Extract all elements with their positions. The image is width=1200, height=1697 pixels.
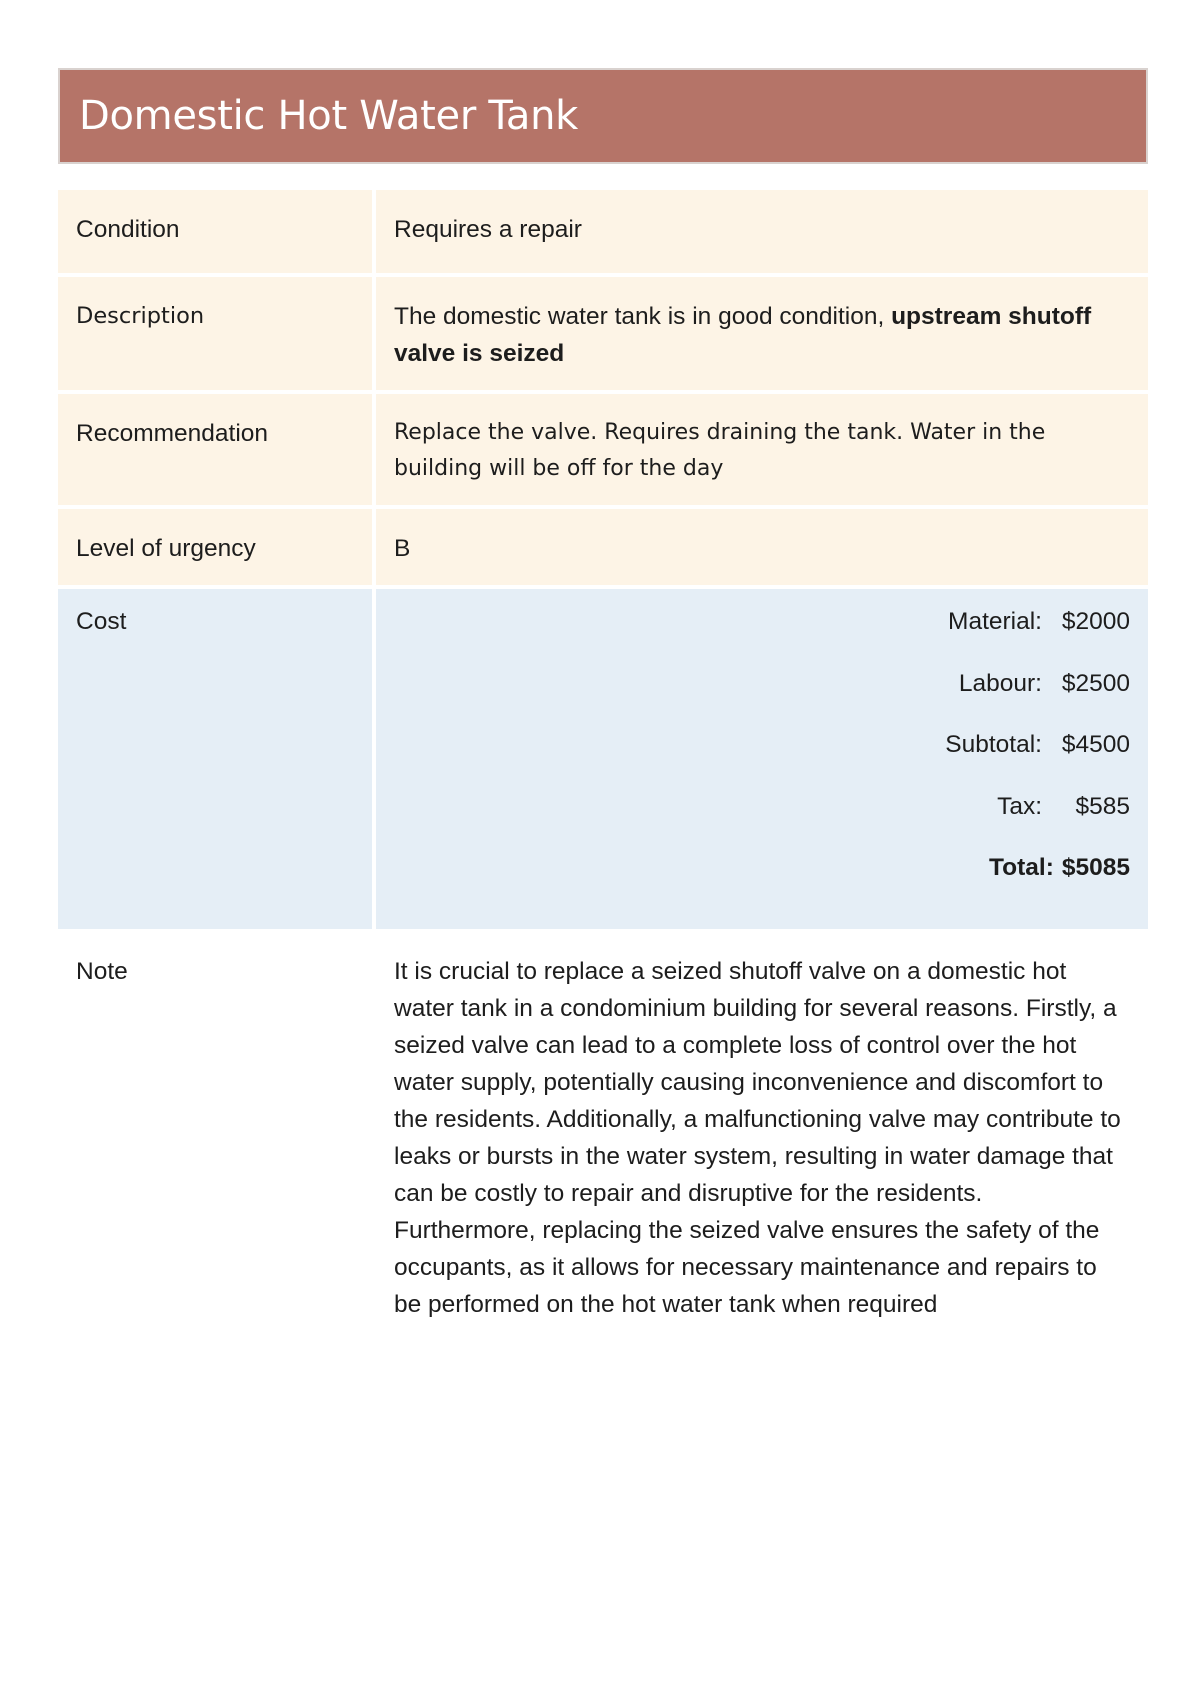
cost-line-label: Subtotal: bbox=[945, 731, 1042, 758]
cost-line-material bbox=[394, 603, 1130, 665]
page-title: Domestic Hot Water Tank bbox=[79, 93, 579, 139]
cost-line-amount: $4500 bbox=[1061, 731, 1130, 758]
cost-line-label: Tax: bbox=[997, 792, 1042, 820]
cost-line-subtotal bbox=[394, 726, 1130, 788]
description-highlight: upstream shutoff valve is seized bbox=[394, 303, 1092, 367]
urgency-value: B bbox=[376, 509, 1148, 589]
table-row-cost bbox=[58, 589, 1148, 933]
cost-line-tax bbox=[394, 788, 1130, 850]
table-row-note bbox=[58, 933, 1148, 1345]
condition-value: Requires a repair bbox=[376, 190, 1148, 277]
table-row-description bbox=[58, 277, 1148, 394]
cost-line-amount: $2000 bbox=[1061, 608, 1130, 635]
description-value bbox=[376, 277, 1148, 394]
description-label: Description bbox=[58, 277, 376, 394]
cost-line-amount: $2500 bbox=[1061, 669, 1130, 697]
cost-line-total bbox=[394, 849, 1130, 911]
cost-line-amount: $585 bbox=[1075, 792, 1130, 820]
recommendation-value: Replace the valve. Requires draining the tank. Water in the building will be off for the day bbox=[376, 394, 1148, 509]
cost-total-amount: $5085 bbox=[1061, 854, 1130, 881]
cost-breakdown bbox=[376, 589, 1148, 933]
table-row-recommendation bbox=[58, 394, 1148, 509]
table-row-urgency bbox=[58, 509, 1148, 589]
cost-total-label: Total: bbox=[988, 854, 1054, 881]
title-bar bbox=[58, 68, 1148, 164]
urgency-label: Level of urgency bbox=[58, 509, 376, 589]
inspection-table bbox=[58, 190, 1148, 1345]
cost-line-label: Material: bbox=[948, 608, 1042, 635]
description-text: The domestic water tank is in good condition, bbox=[394, 303, 892, 330]
note-value: It is crucial to replace a seized shutoff valve on a domestic hot water tank in a condominium building for several reasons. Firstly, a seized valve can lead to a complete loss of control over the hot water supply, potentially causing inconvenience and discomfort to the residents. Additionally, a malfunctioning valve may contribute to leaks or bursts in the water system, resulting in water damage that can be costly to repair and disruptive for the residents. Furthermore, replacing the seized valve ensures the safety of the occupants, as it allows for necessary maintenance and repairs to be performed on the hot water tank when required bbox=[376, 933, 1148, 1345]
cost-label: Cost bbox=[58, 589, 376, 933]
cost-line-label: Labour: bbox=[958, 669, 1042, 697]
cost-line-labour bbox=[394, 665, 1130, 727]
note-label: Note bbox=[58, 933, 376, 1345]
report-page bbox=[58, 68, 1148, 1345]
condition-label: Condition bbox=[58, 190, 376, 277]
table-row-condition bbox=[58, 190, 1148, 277]
recommendation-label: Recommendation bbox=[58, 394, 376, 509]
